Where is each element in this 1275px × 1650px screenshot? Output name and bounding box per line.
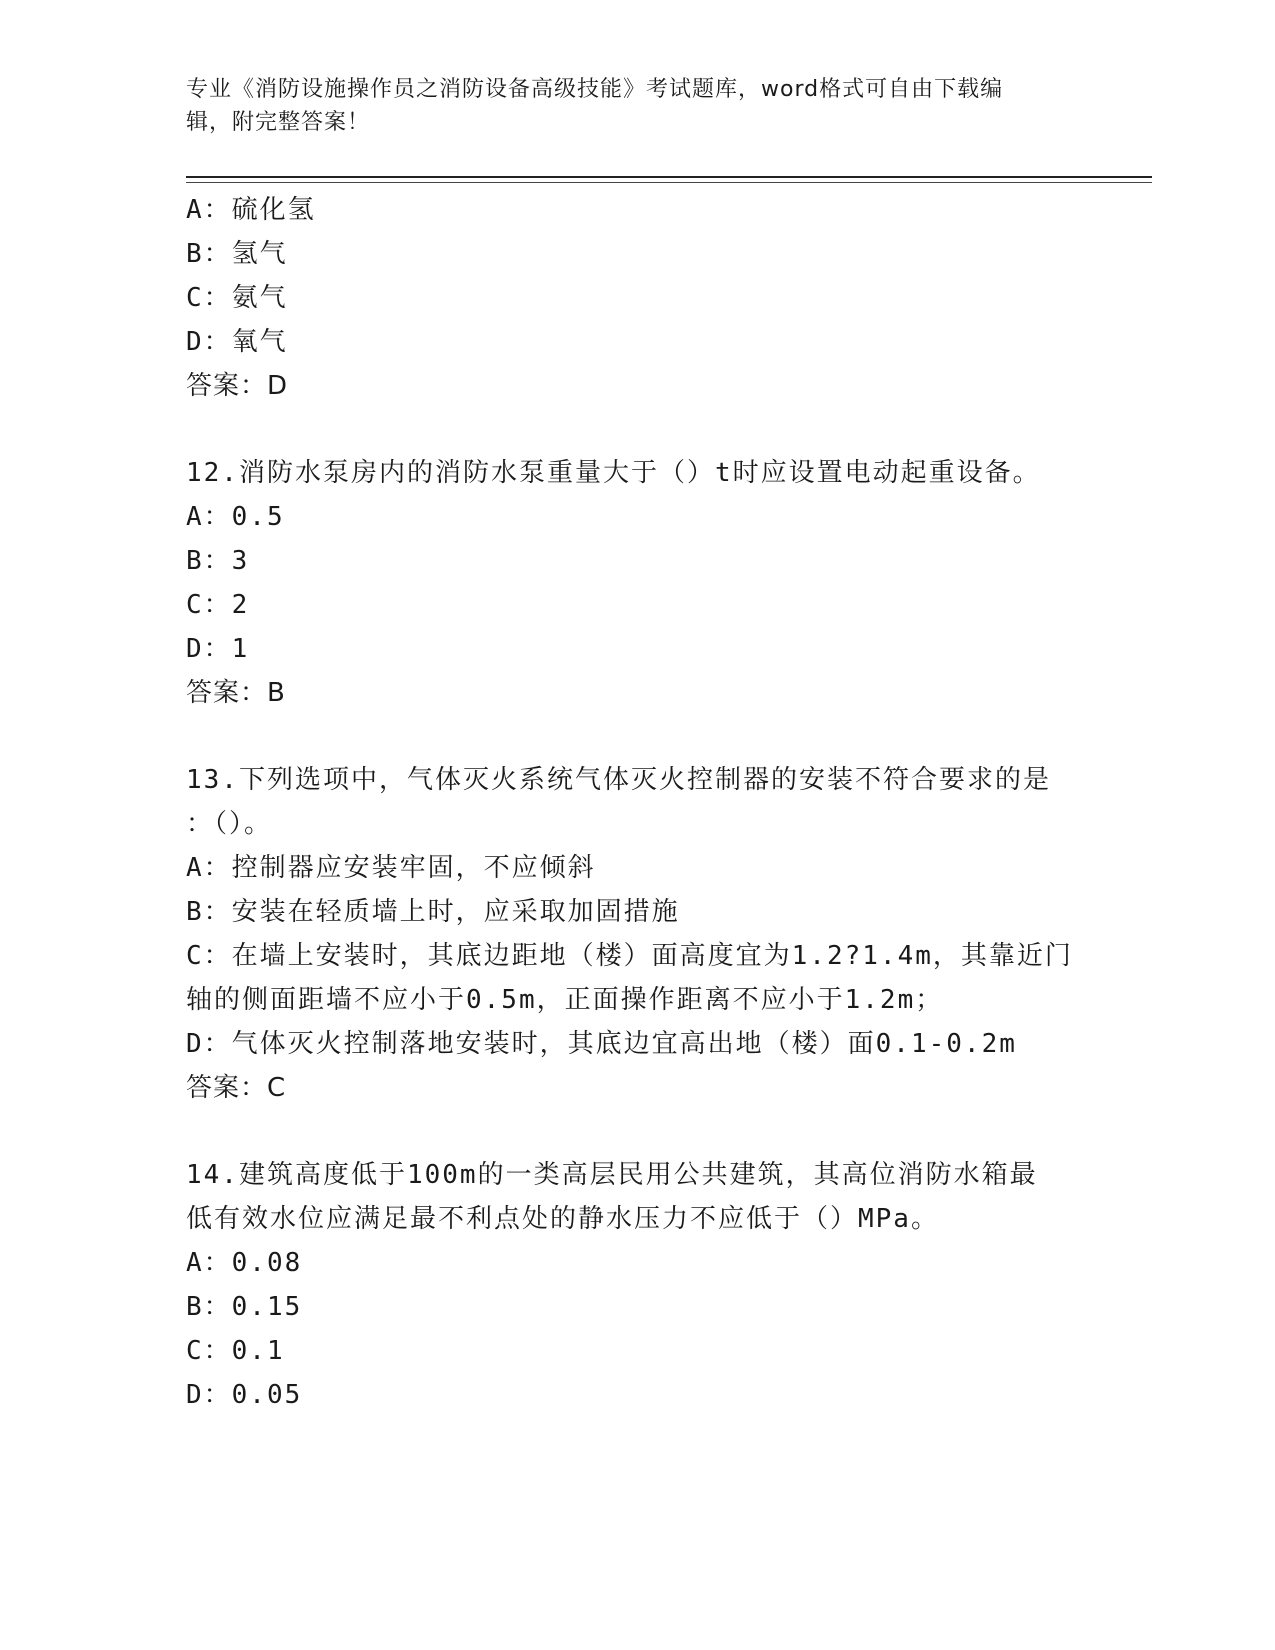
q13-option-a: A：控制器应安装牢固，不应倾斜 — [186, 853, 596, 883]
q14-question-line-1: 14.建筑高度低于100m的一类高层民用公共建筑，其高位消防水箱最 — [186, 1160, 1038, 1190]
q12-option-b: B：3 — [186, 546, 250, 576]
q12-option-d: D：1 — [186, 634, 250, 664]
q13-option-b: B：安装在轻质墙上时，应采取加固措施 — [186, 897, 680, 927]
q11-option-a: A：硫化氢 — [186, 195, 316, 225]
q12-option-c: C：2 — [186, 590, 250, 620]
document-header — [186, 73, 1086, 139]
q13-question-line-2: ：（）。 — [186, 809, 273, 839]
q12-option-a: A：0.5 — [186, 502, 285, 532]
q13-option-c: C：在墙上安装时，其底边距地（楼）面高度宜为1.2?1.4m，其靠近门 — [186, 941, 1073, 971]
q14-option-d: D：0.05 — [186, 1380, 303, 1410]
q14-option-c: C：0.1 — [186, 1336, 285, 1366]
q14-option-a: A：0.08 — [186, 1248, 303, 1278]
q14-option-b: B：0.15 — [186, 1292, 303, 1322]
q12-question: 12.消防水泵房内的消防水泵重量大于（）t时应设置电动起重设备。 — [186, 458, 1041, 488]
q11-option-b: B：氢气 — [186, 239, 288, 269]
header-line-1: 专业《消防设施操作员之消防设备高级技能》考试题库，word格式可自由下载编 — [186, 77, 1004, 102]
q13-question-line-1: 13.下列选项中，气体灭火系统气体灭火控制器的安装不符合要求的是 — [186, 765, 1051, 795]
q13-answer: 答案：C — [186, 1073, 287, 1103]
q14-question-line-2: 低有效水位应满足最不利点处的静水压力不应低于（）MPa。 — [186, 1204, 939, 1234]
header-divider-thin — [186, 182, 1152, 183]
q11-option-c: C：氨气 — [186, 283, 288, 313]
q11-option-d: D：氧气 — [186, 327, 288, 357]
q11-answer: 答案：D — [186, 371, 289, 401]
header-divider-thick — [186, 176, 1152, 178]
q13-option-d: D：气体灭火控制落地安装时，其底边宜高出地（楼）面0.1-0.2m — [186, 1029, 1017, 1059]
q13-option-c-continued: 轴的侧面距墙不应小于0.5m，正面操作距离不应小于1.2m； — [186, 985, 944, 1015]
q12-answer: 答案：B — [186, 678, 286, 708]
header-line-2: 辑，附完整答案！ — [186, 110, 371, 135]
